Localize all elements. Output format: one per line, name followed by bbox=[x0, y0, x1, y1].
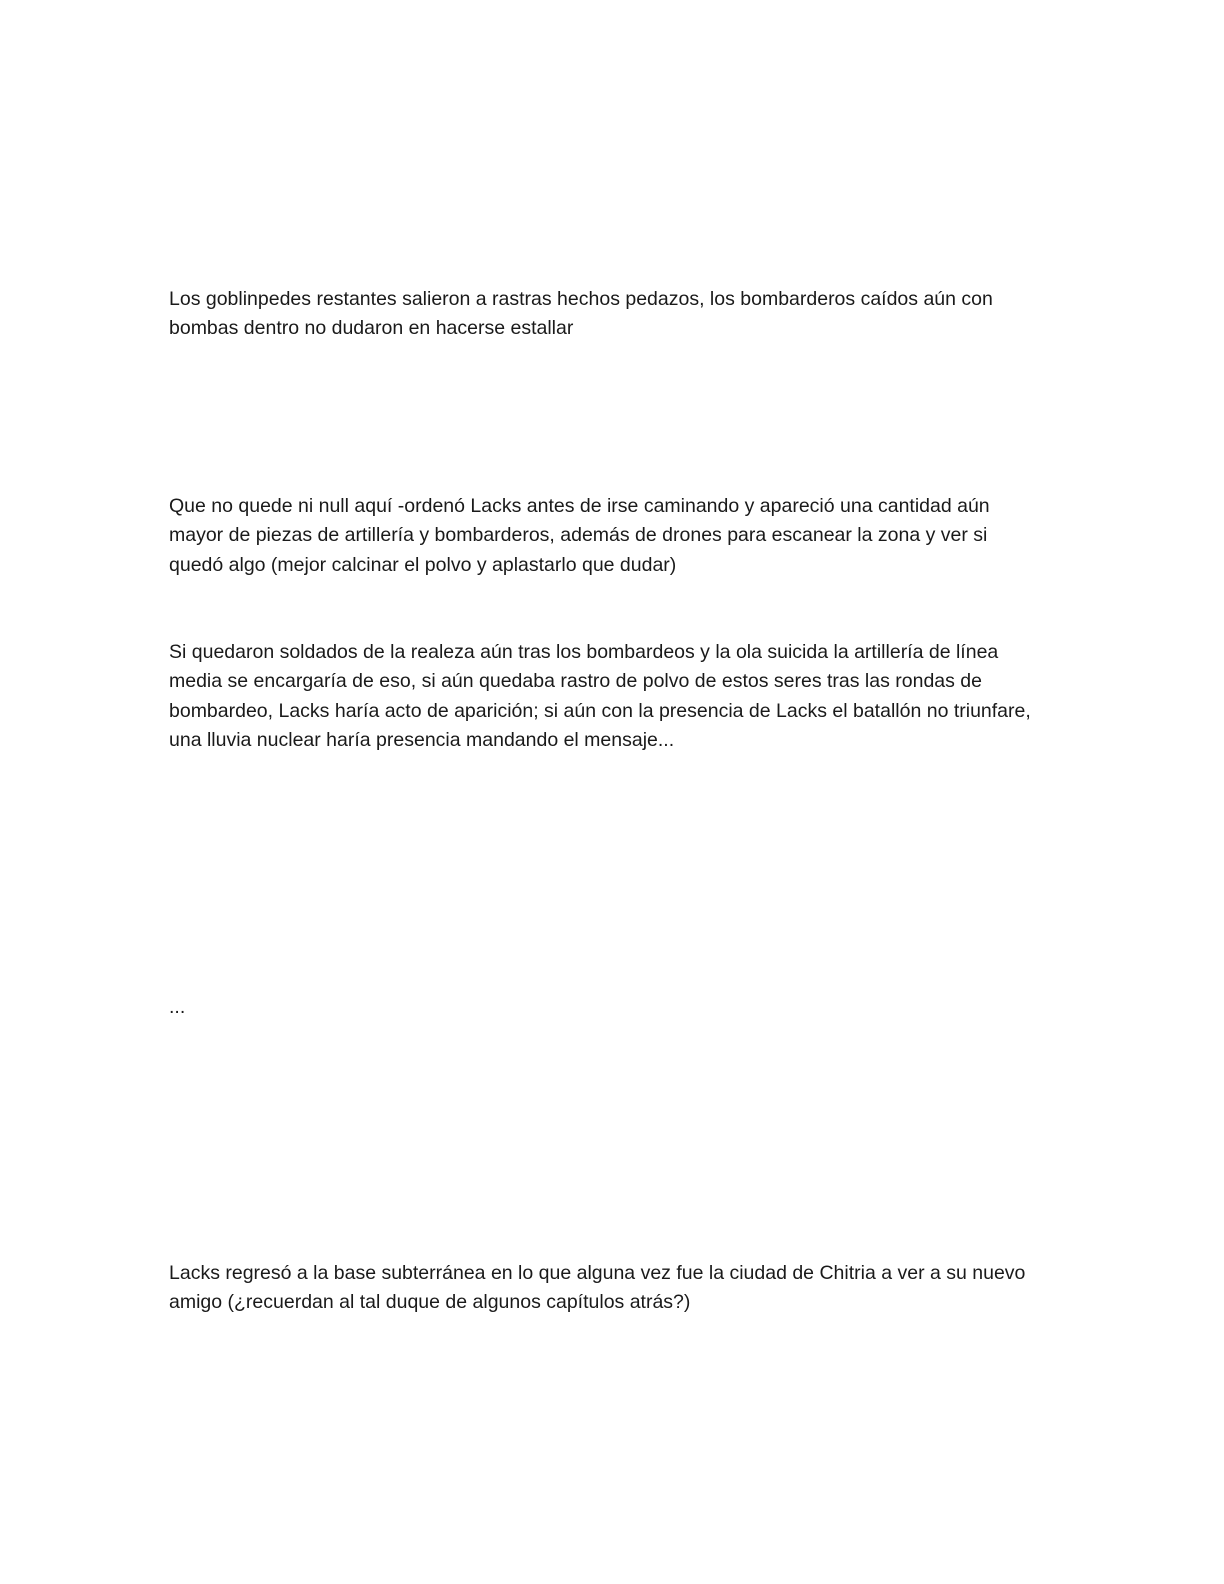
paragraph-ellipsis: ... bbox=[169, 996, 186, 1018]
paragraph-goblinpedes: Los goblinpedes restantes salieron a rastras hechos pedazos, los bombarderos caídos aún con bombas dentro no dudaron en hacerse estallar bbox=[169, 288, 993, 340]
paragraph-lacks-order: Que no quede ni null aquí -ordenó Lacks antes de irse caminando y apareció una cantidad aún mayor de piezas de artillería y bombarderos, además de drones para escanear la zona y ver si quedó algo (mejor calcinar el polvo y aplastarlo que dudar) bbox=[169, 495, 990, 576]
paragraph-royal-soldiers: Si quedaron soldados de la realeza aún tras los bombardeos y la ola suicida la artillería de línea media se encargaría de eso, si aún quedaba rastro de polvo de estos seres tras las rondas de bombardeo, Lacks haría acto de aparición; si aún con la presencia de Lacks el batallón no triunfare, una lluvia nuclear haría presencia mandando el mensaje... bbox=[169, 641, 1031, 751]
paragraph-return-to-base: Lacks regresó a la base subterránea en lo que alguna vez fue la ciudad de Chitria a ver a su nuevo amigo (¿recuerdan al tal duque de algunos capítulos atrás?) bbox=[169, 1262, 1026, 1314]
